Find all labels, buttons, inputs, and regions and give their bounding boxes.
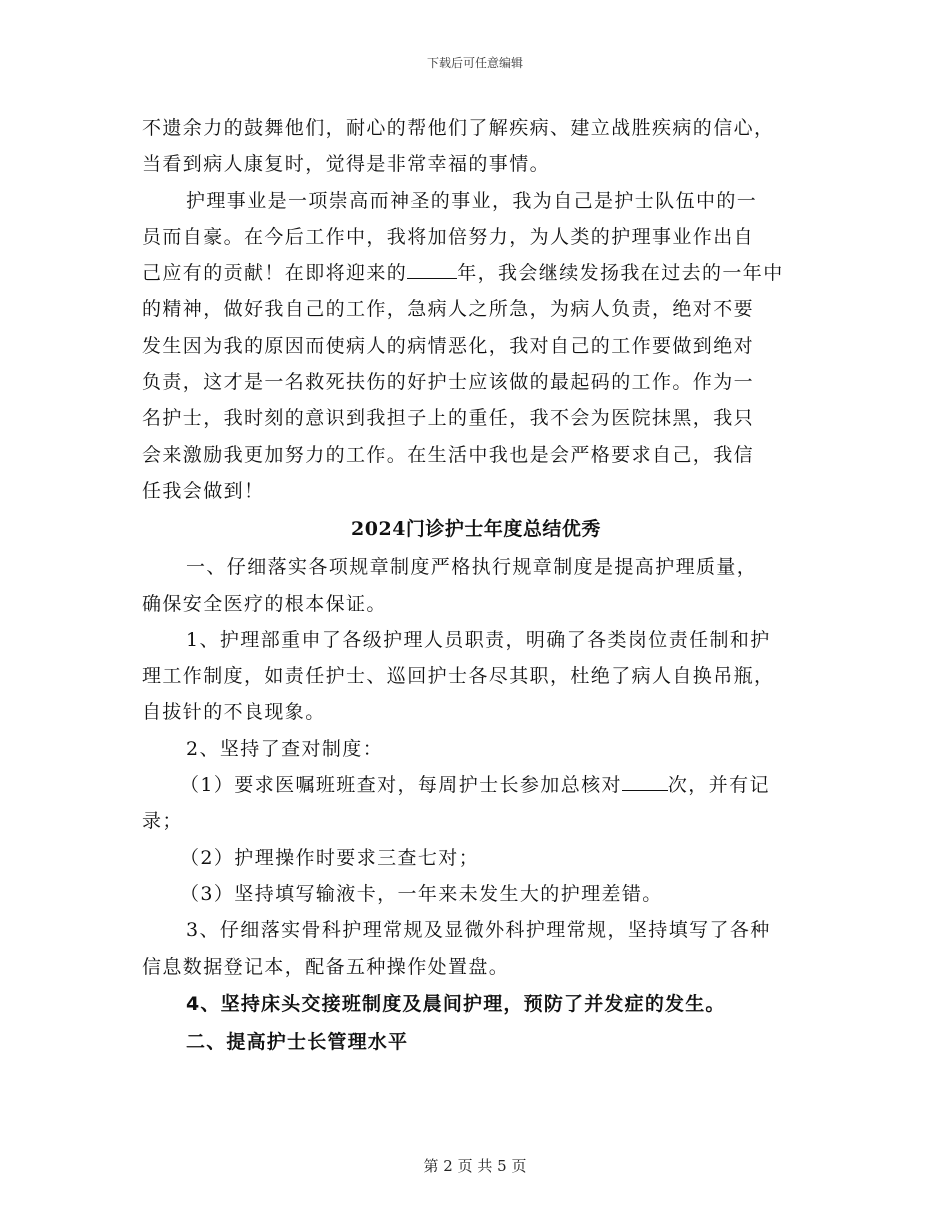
text-segment: 年，我会继续发扬我在过去的一年中 (457, 262, 784, 285)
bold-list-item: 4、坚持床头交接班制度及晨间护理，预防了并发症的发生。 (186, 992, 726, 1015)
paragraph-line: 负责，这才是一名救死扶伤的好护士应该做的最起码的工作。作为一 (142, 371, 755, 394)
paragraph-line: 会来激励我更加努力的工作。在生活中我也是会严格要求自己，我信 (142, 443, 755, 466)
paragraph-line: 名护士，我时刻的意识到我担子上的重任，我不会为医院抹黑，我只 (142, 407, 755, 430)
section-title: 2024门诊护士年度总结优秀 (351, 518, 601, 541)
paragraph-line: 的精神，做好我自己的工作，急病人之所急，为病人负责，绝对不要 (142, 298, 755, 321)
text-segment: 次，并有记 (667, 774, 770, 797)
blank-underline (622, 772, 668, 791)
paragraph-line: 护理事业是一项崇高而神圣的事业，我为自己是护士队伍中的一 (186, 189, 758, 212)
list-item-line: 信息数据登记本，配备五种操作处置盘。 (142, 955, 510, 978)
page-header: 下载后可任意编辑 (426, 56, 523, 70)
paragraph-line: 一、仔细落实各项规章制度严格执行规章制度是提高护理质量， (186, 556, 758, 579)
sub-item-line: 录； (142, 810, 183, 833)
page-number: 第 2 页 共 5 页 (423, 1157, 527, 1175)
sub-item-line: （2）护理操作时要求三查七对； (180, 846, 480, 869)
list-item-line: 2、坚持了查对制度： (186, 737, 384, 760)
paragraph-line: 任我会做到！ (142, 479, 265, 502)
paragraph-line (142, 255, 810, 291)
document-body (142, 110, 810, 1061)
list-item-line: 自拔针的不良现象。 (142, 701, 326, 724)
blank-underline (407, 260, 457, 279)
sub-item-line: （3）坚持填写输液卡，一年来未发生大的护理差错。 (180, 882, 663, 905)
sub-item-line (142, 767, 810, 803)
paragraph-line: 当看到病人康复时，觉得是非常幸福的事情。 (142, 153, 551, 176)
list-item-line: 理工作制度，如责任护士、巡回护士各尽其职，杜绝了病人自换吊瓶， (142, 665, 775, 688)
list-item-line: 1、护理部重申了各级护理人员职责，明确了各类岗位责任制和护 (186, 628, 771, 651)
paragraph-line: 员而自豪。在今后工作中，我将加倍努力，为人类的护理事业作出自 (142, 225, 755, 248)
text-segment: （1）要求医嘱班班查对，每周护士长参加总核对 (180, 774, 622, 797)
paragraph-line: 不遗余力的鼓舞他们，耐心的帮他们了解疾病、建立战胜疾病的信心， (142, 117, 775, 139)
text-segment: 己应有的贡献！在即将迎来的 (142, 262, 408, 285)
list-item-line: 3、仔细落实骨科护理常规及显微外科护理常规，坚持填写了各种 (186, 919, 771, 942)
section-heading: 二、提高护士长管理水平 (186, 1030, 409, 1053)
paragraph-line: 发生因为我的原因而使病人的病情恶化，我对自己的工作要做到绝对 (142, 334, 755, 357)
paragraph-line: 确保安全医疗的根本保证。 (142, 592, 387, 615)
